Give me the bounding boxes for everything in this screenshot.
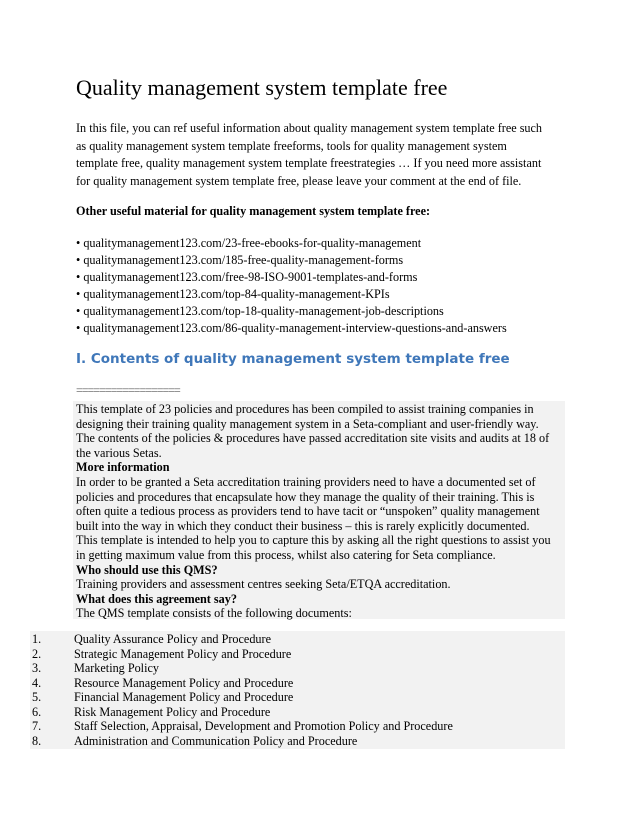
document-list-item xyxy=(32,690,453,705)
document-label: Staff Selection, Appraisal, Development and Promotion Policy and Procedure xyxy=(74,719,453,733)
document-label: Marketing Policy xyxy=(74,661,159,675)
body-line: in getting maximum value from this process, whilst also catering for Seta compliance. xyxy=(76,547,496,562)
document-label: Quality Assurance Policy and Procedure xyxy=(74,632,271,646)
document-number: 1. xyxy=(32,632,42,646)
document-list-item xyxy=(32,647,453,662)
contents-section-heading: I. Contents of quality management system template free xyxy=(76,351,510,367)
intro-line: template free, quality management system template freestrategies … If you need more assistant xyxy=(76,156,542,171)
body-subheading: More information xyxy=(76,460,170,475)
body-line: In order to be granted a Seta accreditation training providers need to have a documented set of xyxy=(76,474,536,489)
document-label: Strategic Management Policy and Procedure xyxy=(74,646,292,661)
document-number: 7. xyxy=(32,719,42,733)
useful-link[interactable]: • qualitymanagement123.com/top-84-quality-management-KPIs xyxy=(76,287,390,301)
document-number: 8. xyxy=(32,733,42,748)
page-title: Quality management system template free xyxy=(76,75,448,100)
document-number: 2. xyxy=(32,646,42,661)
intro-line: as quality management system template freeforms, tools for quality management system xyxy=(76,138,507,153)
body-line: the various Setas. xyxy=(76,445,162,460)
body-subheading: Who should use this QMS? xyxy=(76,562,218,577)
document-number: 3. xyxy=(32,661,42,675)
document-label: Risk Management Policy and Procedure xyxy=(74,704,271,719)
document-list-item xyxy=(32,632,453,647)
body-line: policies and procedures that encapsulate how they manage the quality of their training. This is xyxy=(76,489,535,504)
intro-line: for quality management system template free, please leave your comment at the end of file. xyxy=(76,173,522,188)
intro-line: In this file, you can ref useful information about quality management system template free such xyxy=(76,121,543,135)
body-line: This template of 23 policies and procedures has been compiled to assist training companies in xyxy=(76,402,534,416)
document-label: Resource Management Policy and Procedure xyxy=(74,675,294,690)
document-list-item xyxy=(32,676,453,691)
body-line: The QMS template consists of the following documents: xyxy=(76,606,352,621)
divider-line: ================== xyxy=(76,383,180,397)
body-line: built into the way in which they conduct their business – this is rarely explicitly documented. xyxy=(76,518,530,533)
useful-link[interactable]: • qualitymanagement123.com/86-quality-management-interview-questions-and-answers xyxy=(76,321,507,335)
body-subheading: What does this agreement say? xyxy=(76,591,237,606)
content-body xyxy=(76,402,564,621)
useful-material-heading: Other useful material for quality management system template free: xyxy=(76,204,431,218)
useful-links-list xyxy=(76,235,507,337)
body-line: This template is intended to help you to capture this by asking all the right questions to assist you xyxy=(76,533,551,548)
document-label: Administration and Communication Policy and Procedure xyxy=(74,733,358,748)
useful-link[interactable]: • qualitymanagement123.com/185-free-quality-management-forms xyxy=(76,253,404,267)
document-list-item xyxy=(32,661,453,676)
document-list-item xyxy=(32,705,453,720)
body-line: often quite a tedious process as providers tend to have tacit or “unspoken” quality management xyxy=(76,504,540,519)
body-line: Training providers and assessment centres seeking Seta/ETQA accreditation. xyxy=(76,577,451,592)
useful-link[interactable]: • qualitymanagement123.com/top-18-quality-management-job-descriptions xyxy=(76,304,444,318)
body-line: The contents of the policies & procedures have passed accreditation site visits and audits at 18 of xyxy=(76,431,550,446)
document-number: 5. xyxy=(32,690,42,704)
document-number: 4. xyxy=(32,675,42,690)
useful-link[interactable]: • qualitymanagement123.com/23-free-ebooks-for-quality-management xyxy=(76,236,422,250)
document-label: Financial Management Policy and Procedure xyxy=(74,690,294,704)
intro-paragraph xyxy=(76,120,561,190)
document-list-item xyxy=(32,719,453,734)
document-number: 6. xyxy=(32,704,42,719)
useful-link[interactable]: • qualitymanagement123.com/free-98-ISO-9001-templates-and-forms xyxy=(76,270,418,284)
body-line: designing their training quality management system in a Seta-compliant and user-friendly way. xyxy=(76,416,539,431)
documents-list xyxy=(32,632,453,748)
document-list-item xyxy=(32,734,453,749)
